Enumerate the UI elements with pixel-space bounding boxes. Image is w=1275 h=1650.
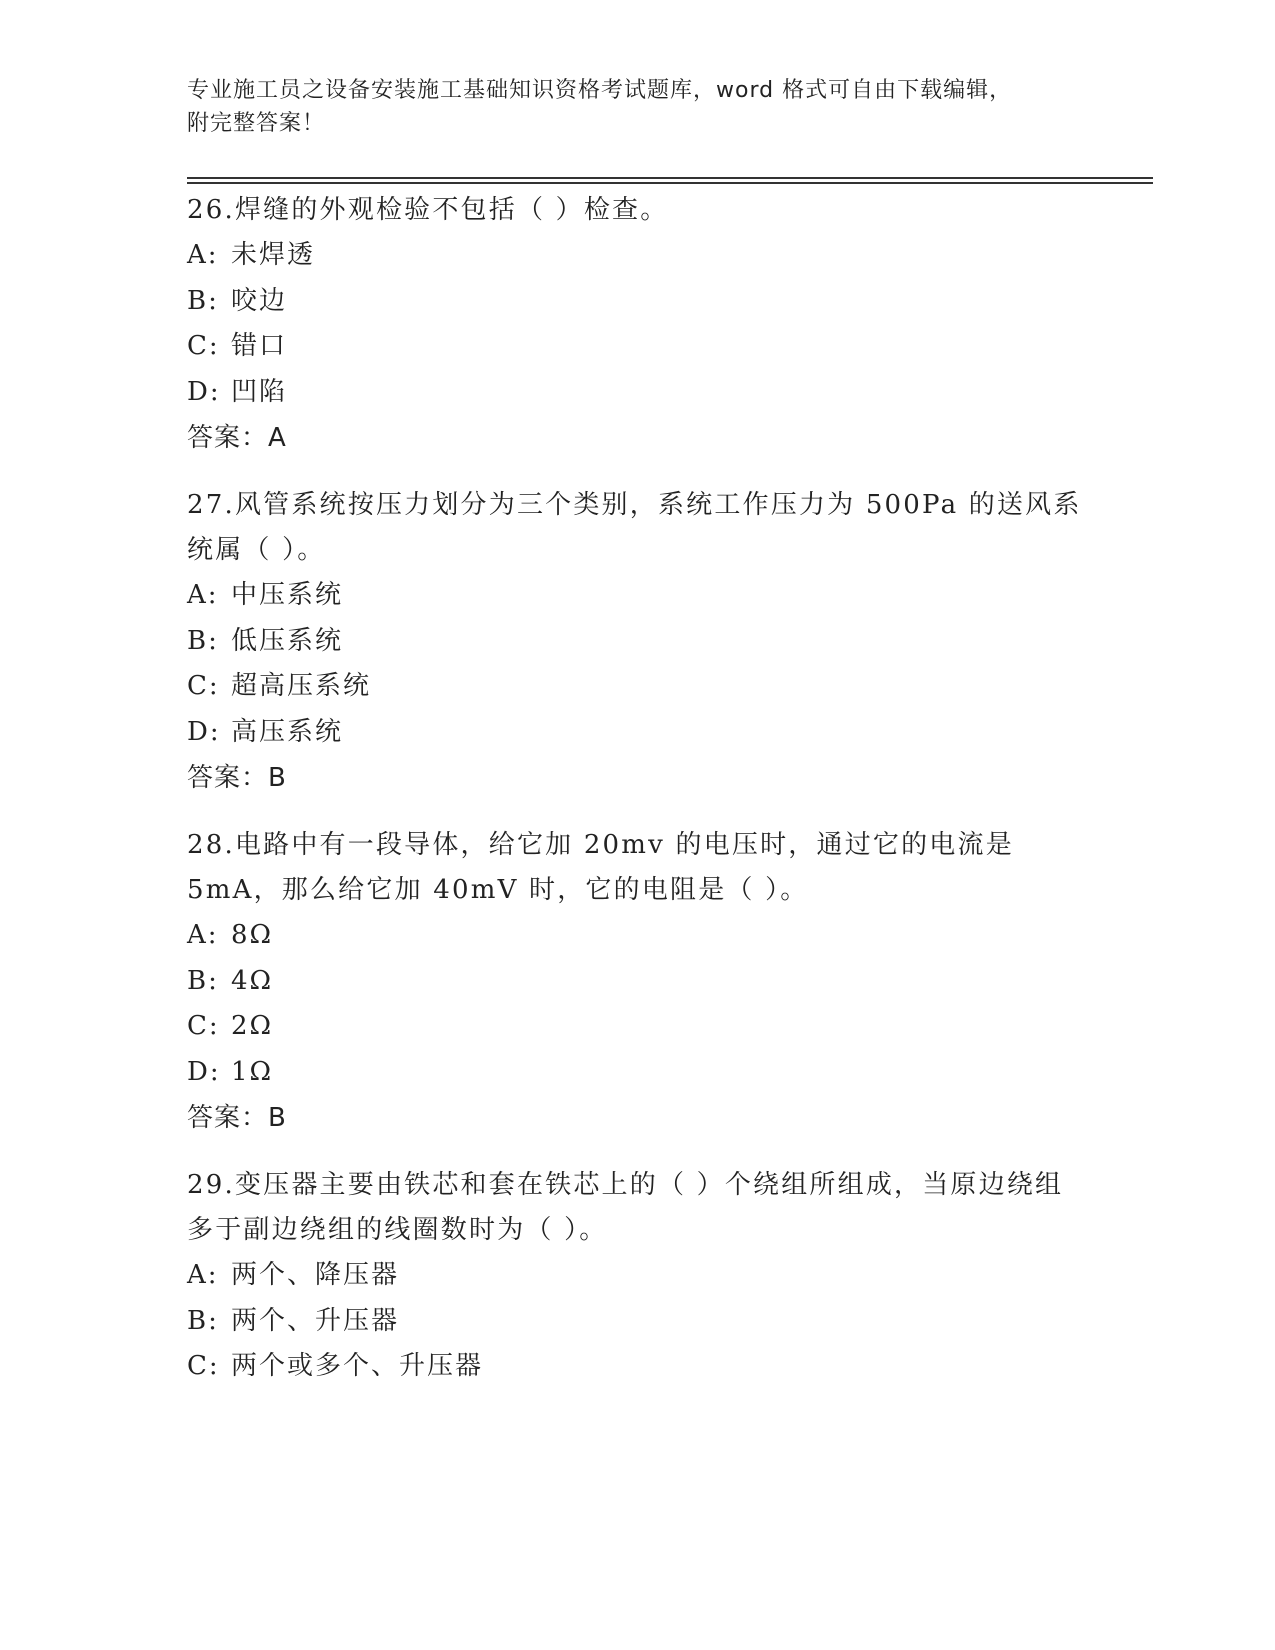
option-b [187, 1299, 1087, 1345]
option-key: B: [187, 285, 219, 316]
answer-line: 答案：B [187, 763, 287, 793]
question-list [187, 188, 1087, 1412]
option-key: D: [187, 716, 221, 747]
option-key: C: [187, 1351, 220, 1381]
option-a [187, 573, 1087, 619]
option-text: 两个或多个、升压器 [231, 1351, 484, 1381]
question-29 [187, 1163, 1087, 1390]
option-key: A: [187, 580, 219, 610]
header-line-1: 专业施工员之设备安装施工基础知识资格考试题库，word 格式可自由下载编辑， [187, 78, 1013, 103]
option-d [187, 1050, 1087, 1096]
option-text: 错口 [231, 331, 288, 361]
option-key: D: [187, 1056, 221, 1087]
option-text: 1Ω [231, 1056, 274, 1087]
question-text: 27.风管系统按压力划分为三个类别，系统工作压力为 500Pa 的送风系统属（ ）。 [187, 490, 1082, 565]
option-key: B: [187, 965, 219, 996]
option-text: 超高压系统 [231, 671, 372, 701]
option-text: 高压系统 [231, 716, 344, 747]
option-text: 中压系统 [231, 580, 344, 610]
option-text: 4Ω [231, 965, 274, 996]
option-b [187, 279, 1087, 325]
option-key: B: [187, 625, 219, 656]
option-text: 两个、升压器 [231, 1305, 400, 1336]
option-text: 未焊透 [231, 240, 316, 270]
option-b [187, 959, 1087, 1005]
question-27 [187, 483, 1087, 801]
option-text: 2Ω [231, 1011, 274, 1041]
option-a [187, 1253, 1087, 1299]
question-26 [187, 188, 1087, 461]
option-a [187, 913, 1087, 959]
option-d [187, 710, 1087, 756]
option-key: D: [187, 376, 221, 407]
option-key: B: [187, 1305, 219, 1336]
question-text: 26.焊缝的外观检验不包括（ ）检查。 [187, 195, 669, 225]
option-a [187, 233, 1087, 279]
option-key: A: [187, 920, 219, 950]
option-key: C: [187, 671, 220, 701]
option-b [187, 619, 1087, 665]
option-text: 两个、降压器 [231, 1260, 400, 1290]
option-text: 8Ω [231, 920, 274, 950]
option-c [187, 1344, 1087, 1390]
option-text: 低压系统 [231, 625, 344, 656]
answer-line: 答案：B [187, 1103, 287, 1133]
option-text: 凹陷 [231, 376, 288, 407]
document-header [187, 74, 1087, 140]
option-key: C: [187, 331, 220, 361]
option-key: A: [187, 1260, 219, 1290]
option-c [187, 664, 1087, 710]
option-key: C: [187, 1011, 220, 1041]
header-divider-top [187, 177, 1153, 179]
header-line-2: 附完整答案！ [187, 111, 326, 136]
question-text: 28.电路中有一段导体，给它加 20mv 的电压时，通过它的电流是 5mA，那么给它加 40mV 时，它的电阻是（ ）。 [187, 830, 1014, 905]
header-divider-bottom [187, 182, 1153, 184]
option-c [187, 324, 1087, 370]
option-d [187, 370, 1087, 416]
question-text: 29.变压器主要由铁芯和套在铁芯上的（ ）个绕组所组成，当原边绕组多于副边绕组的线圈数时为（ ）。 [187, 1170, 1064, 1245]
option-text: 咬边 [231, 285, 288, 316]
answer-line: 答案：A [187, 423, 287, 453]
option-key: A: [187, 240, 219, 270]
question-28 [187, 823, 1087, 1141]
option-c [187, 1004, 1087, 1050]
